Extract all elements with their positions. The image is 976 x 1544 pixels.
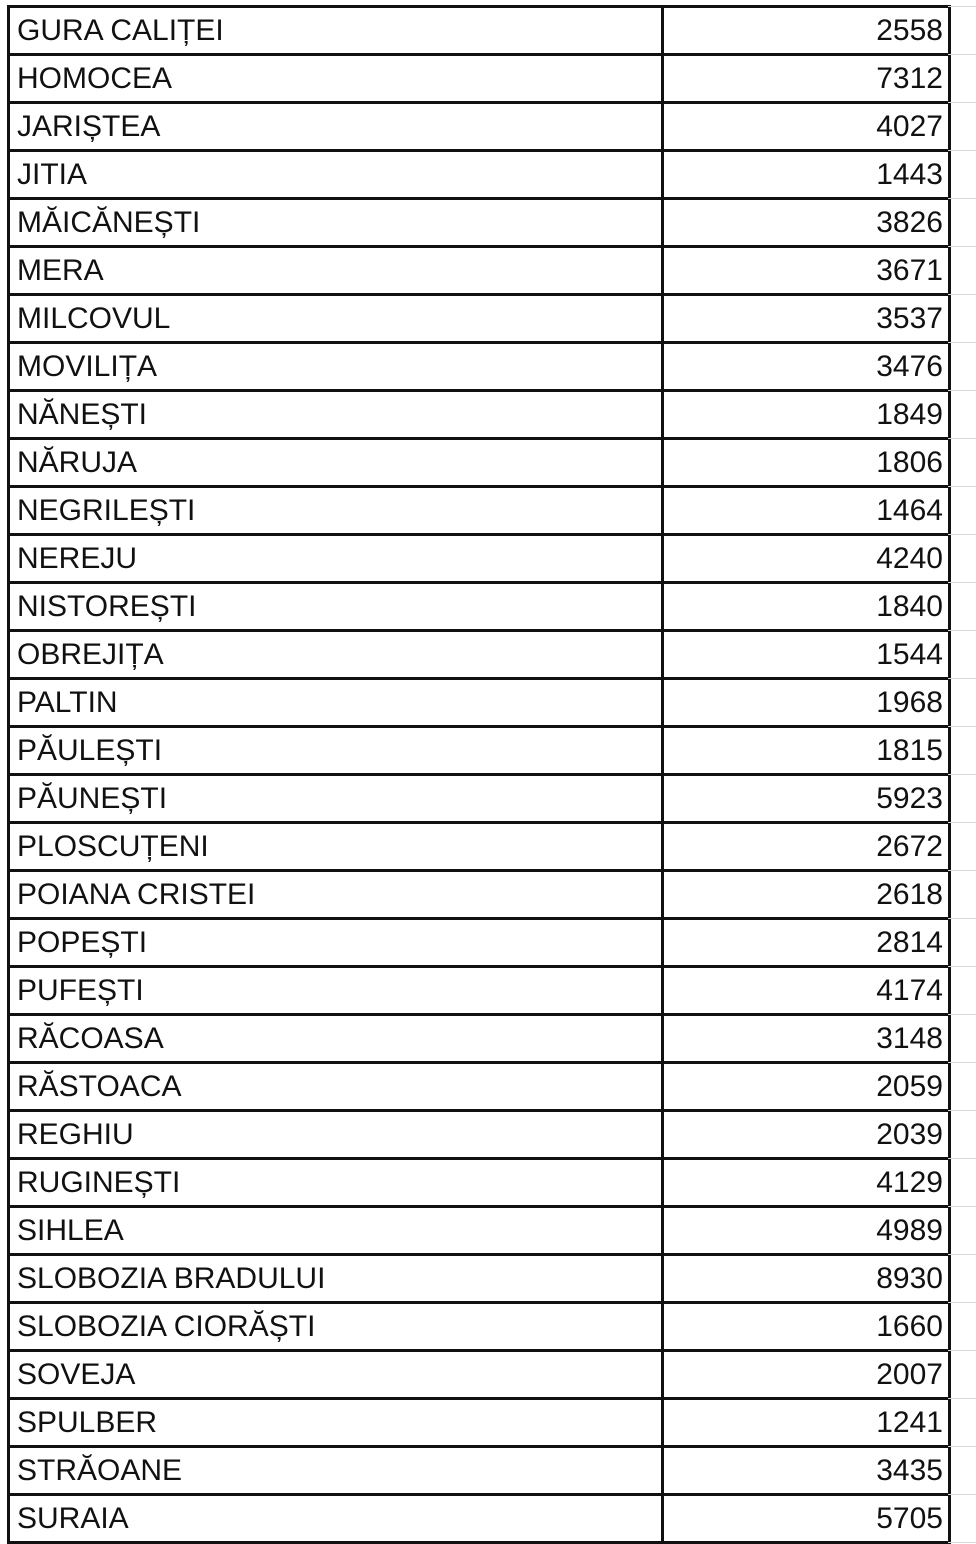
locality-name-cell[interactable]: SIHLEA — [10, 1208, 664, 1253]
gridline — [948, 1398, 976, 1399]
population-value-cell[interactable]: 2814 — [876, 926, 943, 959]
population-value-cell[interactable]: 2672 — [876, 830, 943, 863]
locality-name-cell[interactable]: POIANA CRISTEI — [10, 872, 664, 917]
table-row — [10, 200, 948, 248]
population-value-cell[interactable]: 3537 — [876, 302, 943, 335]
population-value-cell[interactable]: 1840 — [876, 590, 943, 623]
table-row — [10, 56, 948, 104]
table-row — [10, 1352, 948, 1400]
gridline — [948, 102, 976, 103]
gridline — [948, 54, 976, 55]
population-value-cell[interactable]: 4174 — [876, 974, 943, 1007]
data-table — [7, 5, 951, 1544]
population-value-cell[interactable]: 1544 — [876, 638, 943, 671]
gridline — [948, 486, 976, 487]
table-row — [10, 1496, 948, 1544]
gridline — [948, 1110, 976, 1111]
population-value-cell[interactable]: 1241 — [876, 1406, 943, 1439]
population-value-cell[interactable]: 4027 — [876, 110, 943, 143]
locality-name-cell[interactable]: PLOSCUȚENI — [10, 824, 664, 869]
population-value-cell[interactable]: 3148 — [876, 1022, 943, 1055]
table-row — [10, 488, 948, 536]
population-value-cell[interactable]: 2039 — [876, 1118, 943, 1151]
table-row — [10, 680, 948, 728]
locality-name-cell[interactable]: SURAIA — [10, 1496, 664, 1541]
locality-name-cell[interactable]: JITIA — [10, 152, 664, 197]
gridline — [948, 1542, 976, 1543]
table-row — [10, 920, 948, 968]
table-row — [10, 1448, 948, 1496]
locality-name-cell[interactable]: PĂULEȘTI — [10, 728, 664, 773]
gridline — [948, 438, 976, 439]
table-row — [10, 1160, 948, 1208]
gridline — [948, 294, 976, 295]
locality-name-cell[interactable]: SLOBOZIA CIORĂȘTI — [10, 1304, 664, 1349]
population-value-cell[interactable]: 4989 — [876, 1214, 943, 1247]
table-row — [10, 392, 948, 440]
gridline — [948, 534, 976, 535]
gridline — [948, 630, 976, 631]
table-row — [10, 8, 948, 56]
locality-name-cell[interactable]: NEGRILEȘTI — [10, 488, 664, 533]
gridline — [948, 918, 976, 919]
table-row — [10, 1400, 948, 1448]
table-row — [10, 296, 948, 344]
table-row — [10, 440, 948, 488]
gridline — [948, 1062, 976, 1063]
gridline — [948, 1014, 976, 1015]
table-row — [10, 776, 948, 824]
table-row — [10, 584, 948, 632]
locality-name-cell[interactable]: HOMOCEA — [10, 56, 664, 101]
population-value-cell[interactable]: 1815 — [876, 734, 943, 767]
gridline — [948, 870, 976, 871]
population-value-cell[interactable]: 1806 — [876, 446, 943, 479]
population-value-cell[interactable]: 3671 — [876, 254, 943, 287]
gridline — [948, 966, 976, 967]
gridline — [948, 678, 976, 679]
table-row — [10, 1112, 948, 1160]
population-value-cell[interactable]: 2007 — [876, 1358, 943, 1391]
locality-name-cell[interactable]: NĂRUJA — [10, 440, 664, 485]
table-row — [10, 728, 948, 776]
locality-name-cell[interactable]: SPULBER — [10, 1400, 664, 1445]
gridline — [948, 150, 976, 151]
population-value-cell[interactable]: 7312 — [876, 62, 943, 95]
gridline — [948, 1494, 976, 1495]
gridline — [948, 1446, 976, 1447]
locality-name-cell[interactable]: NĂNEȘTI — [10, 392, 664, 437]
population-value-cell[interactable]: 3826 — [876, 206, 943, 239]
gridline — [948, 822, 976, 823]
population-value-cell[interactable]: 2558 — [876, 14, 943, 47]
locality-name-cell[interactable]: PĂUNEȘTI — [10, 776, 664, 821]
locality-name-cell[interactable]: MOVILIȚA — [10, 344, 664, 389]
table-row — [10, 632, 948, 680]
population-value-cell[interactable]: 5705 — [876, 1502, 943, 1535]
table-row — [10, 968, 948, 1016]
population-value-cell[interactable]: 3476 — [876, 350, 943, 383]
table-row — [10, 1064, 948, 1112]
table-row — [10, 1208, 948, 1256]
locality-name-cell[interactable]: OBREJIȚA — [10, 632, 664, 677]
gridline — [948, 6, 976, 7]
gridline — [948, 1254, 976, 1255]
population-value-cell[interactable]: 1443 — [876, 158, 943, 191]
locality-name-cell[interactable]: PUFEȘTI — [10, 968, 664, 1013]
population-value-cell[interactable]: 1464 — [876, 494, 943, 527]
population-value-cell[interactable]: 2059 — [876, 1070, 943, 1103]
gridline — [948, 198, 976, 199]
locality-name-cell[interactable]: GURA CALIȚEI — [10, 8, 664, 53]
locality-name-cell[interactable]: NEREJU — [10, 536, 664, 581]
table-row — [10, 1016, 948, 1064]
gridline — [948, 582, 976, 583]
locality-name-cell[interactable]: NISTOREȘTI — [10, 584, 664, 629]
locality-name-cell[interactable]: RĂSTOACA — [10, 1064, 664, 1109]
table-row — [10, 104, 948, 152]
population-value-cell[interactable]: 3435 — [876, 1454, 943, 1487]
locality-name-cell[interactable]: PALTIN — [10, 680, 664, 725]
locality-name-cell[interactable]: REGHIU — [10, 1112, 664, 1157]
locality-name-cell[interactable]: MERA — [10, 248, 664, 293]
table-row — [10, 536, 948, 584]
gridline — [948, 246, 976, 247]
table-row — [10, 344, 948, 392]
population-value-cell[interactable]: 8930 — [876, 1262, 943, 1295]
table-row — [10, 872, 948, 920]
locality-name-cell[interactable]: JARIȘTEA — [10, 104, 664, 149]
table-row — [10, 1304, 948, 1352]
locality-name-cell[interactable]: MĂICĂNEȘTI — [10, 200, 664, 245]
locality-name-cell[interactable]: POPEȘTI — [10, 920, 664, 965]
population-value-cell[interactable]: 5923 — [876, 782, 943, 815]
population-value-cell[interactable]: 1968 — [876, 686, 943, 719]
population-value-cell[interactable]: 4240 — [876, 542, 943, 575]
locality-name-cell[interactable]: RUGINEȘTI — [10, 1160, 664, 1205]
population-value-cell[interactable]: 1660 — [876, 1310, 943, 1343]
gridline — [948, 774, 976, 775]
table-row — [10, 248, 948, 296]
table-row — [10, 1256, 948, 1304]
locality-name-cell[interactable]: STRĂOANE — [10, 1448, 664, 1493]
locality-name-cell[interactable]: SOVEJA — [10, 1352, 664, 1397]
gridline — [948, 390, 976, 391]
population-value-cell[interactable]: 4129 — [876, 1166, 943, 1199]
table-row — [10, 152, 948, 200]
locality-name-cell[interactable]: MILCOVUL — [10, 296, 664, 341]
empty-column-gridlines — [948, 5, 976, 1539]
table-row — [10, 824, 948, 872]
locality-name-cell[interactable]: SLOBOZIA BRADULUI — [10, 1256, 664, 1301]
gridline — [948, 1206, 976, 1207]
population-value-cell[interactable]: 1849 — [876, 398, 943, 431]
locality-name-cell[interactable]: RĂCOASA — [10, 1016, 664, 1061]
gridline — [948, 726, 976, 727]
population-value-cell[interactable]: 2618 — [876, 878, 943, 911]
gridline — [948, 1158, 976, 1159]
gridline — [948, 342, 976, 343]
gridline — [948, 1350, 976, 1351]
gridline — [948, 1302, 976, 1303]
